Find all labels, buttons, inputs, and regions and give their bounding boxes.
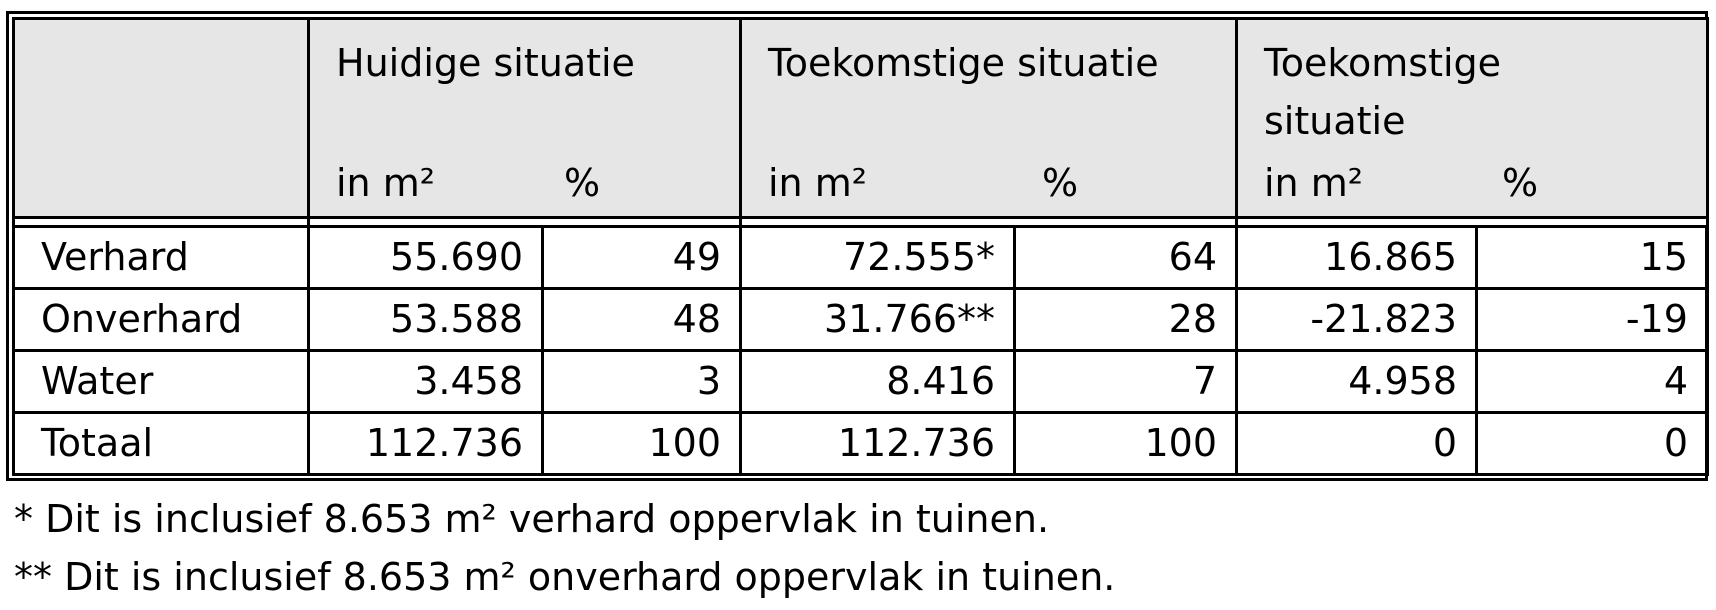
header-group-future (741, 19, 1237, 218)
table-cell: 31.766** (741, 289, 1015, 351)
row-label: Verhard (14, 227, 309, 289)
table-cell: 100 (543, 413, 741, 475)
header-separator (309, 218, 741, 227)
table-cell: 112.736 (741, 413, 1015, 475)
table-cell: -21.823 (1237, 289, 1477, 351)
table-cell: 100 (1015, 413, 1237, 475)
header-title-current: Huidige situatie (336, 41, 635, 85)
table-cell: 112.736 (309, 413, 543, 475)
header-group-difference (1237, 19, 1708, 218)
footnote-onverhard: ** Dit is inclusief 8.653 m² onverhard oppervlak in tuinen. (14, 555, 1116, 599)
table-row (14, 351, 1708, 413)
table-cell: -19 (1477, 289, 1708, 351)
header-unit-pct-difference: % (1502, 161, 1539, 205)
table-cell: 3.458 (309, 351, 543, 413)
table-row (14, 413, 1708, 475)
header-empty-cell (14, 19, 309, 218)
row-label: Onverhard (14, 289, 309, 351)
table-cell: 72.555* (741, 227, 1015, 289)
table-cell: 0 (1477, 413, 1708, 475)
area-table (6, 11, 1708, 481)
table-cell: 4 (1477, 351, 1708, 413)
table-cell: 3 (543, 351, 741, 413)
header-group-current (309, 19, 741, 218)
table-cell: 8.416 (741, 351, 1015, 413)
table-cell: 0 (1237, 413, 1477, 475)
footnotes (14, 490, 1115, 606)
table-cell: 49 (543, 227, 741, 289)
header-separator (1237, 218, 1708, 227)
area-comparison-table (12, 17, 1709, 476)
header-unit-pct-current: % (564, 161, 601, 205)
table-cell: 55.690 (309, 227, 543, 289)
table-cell: 28 (1015, 289, 1237, 351)
table-cell: 7 (1015, 351, 1237, 413)
table-cell: 15 (1477, 227, 1708, 289)
row-label: Totaal (14, 413, 309, 475)
row-label: Water (14, 351, 309, 413)
table-cell: 53.588 (309, 289, 543, 351)
table-cell: 16.865 (1237, 227, 1477, 289)
header-unit-m2-difference: in m² (1264, 161, 1363, 205)
header-unit-m2-current: in m² (336, 161, 435, 205)
table-cell: 4.958 (1237, 351, 1477, 413)
header-title-future: Toekomstige situatie (768, 41, 1159, 85)
table-row (14, 289, 1708, 351)
footnote-verhard: * Dit is inclusief 8.653 m² verhard oppervlak in tuinen. (14, 497, 1050, 541)
header-separator (14, 218, 309, 227)
table-row (14, 227, 1708, 289)
header-title-difference: Toekomstige situatie (1264, 41, 1502, 143)
header-unit-m2-future: in m² (768, 161, 867, 205)
header-unit-pct-future: % (1042, 161, 1079, 205)
table-cell: 48 (543, 289, 741, 351)
table-cell: 64 (1015, 227, 1237, 289)
header-separator (741, 218, 1237, 227)
